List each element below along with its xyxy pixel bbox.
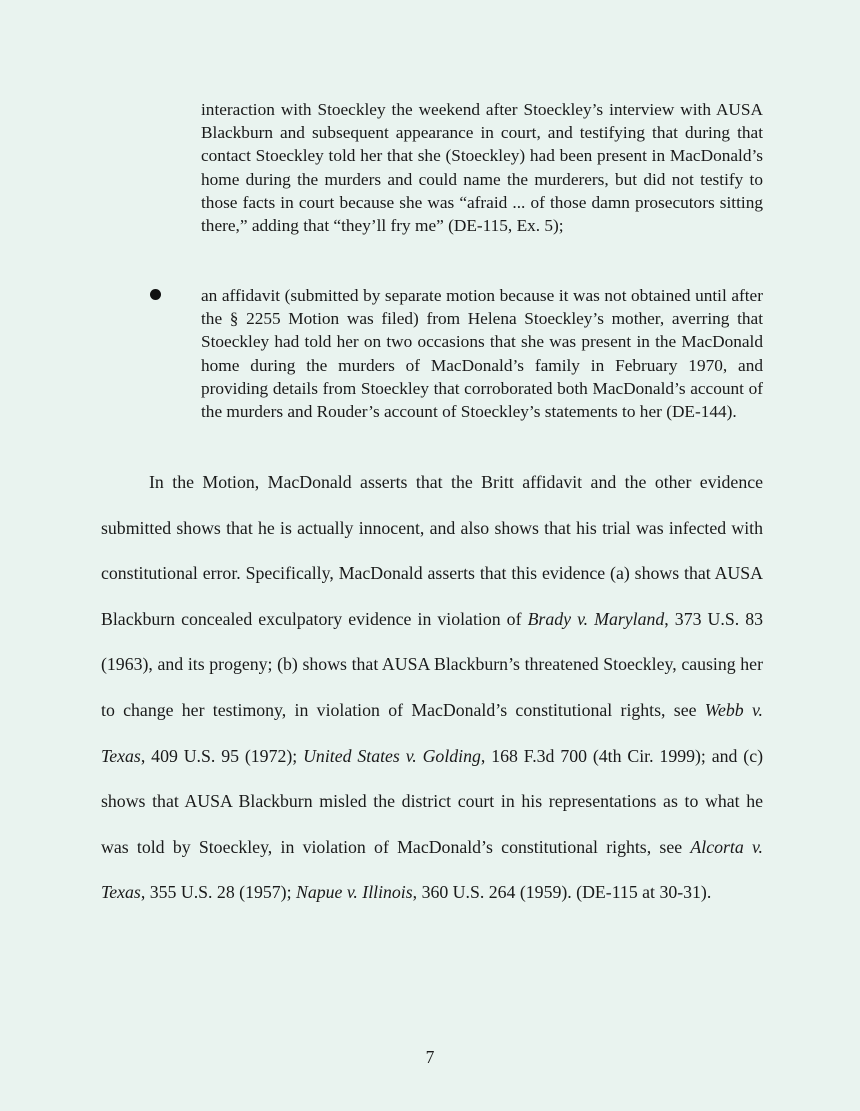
page-number: 7 (425, 1047, 435, 1067)
case-citation: Webb v. Texas (101, 699, 763, 766)
bullet-icon (150, 289, 161, 300)
paragraph-text: , 409 U.S. 95 (1972); (140, 745, 304, 766)
paragraph-text: , 373 U.S. 83 (1963), and its progeny; (b) shows that AUSA Blackburn’s threatened Stoeckley, causing her to change her testimony, in violation of MacDonald’s constitutional rights, see (101, 608, 764, 720)
continued-list-item: interaction with Stoeckley the weekend after Stoeckley’s interview with AUSA Blackburn and subsequent appearance in court, and testifying that during that contact Stoeckley told her that she (Stoeckley) had been present in MacDonald’s home during the murders and could name the murderers, but did not testify to those facts in court because she was “afraid ... of those damn prosecutors sitting there,” adding that “they’ll fry me” (DE-115, Ex. 5); (201, 100, 763, 236)
paragraph-text: , 168 F.3d 700 (4th Cir. 1999); and (c) shows that AUSA Blackburn misled the district court in his representations as to what he was told by Stoeckley, in violation of MacDonald’s constitutional rights, see (101, 745, 764, 857)
case-citation: Alcorta v. Texas (101, 836, 763, 903)
case-citation: United States v. Golding (303, 745, 481, 766)
case-citation: Napue v. Illinois (295, 882, 413, 903)
paragraph-text: , 355 U.S. 28 (1957); (140, 882, 296, 903)
body-paragraph (101, 460, 763, 916)
bullet-list-item: an affidavit (submitted by separate motion because it was not obtained until after the § 2255 Motion was filed) from Helena Stoeckley’s mother, averring that Stoeckley had told her on two occasions that she was present in the MacDonald home during the murders of MacDonald’s family in February 1970, and providing details from Stoeckley that corroborated both MacDonald’s account of the murders and Rouder’s account of Stoeckley’s statements to her (DE-144). (201, 286, 763, 422)
paragraph-text: In the Motion, MacDonald asserts that the Britt affidavit and the other evidence submitted shows that he is actually innocent, and also shows that his trial was infected with constitutional error. Specifically, MacDonald asserts that this evidence (a) shows that AUSA Blackburn concealed exculpatory evidence in violation of (101, 472, 763, 629)
paragraph-text: , 360 U.S. 264 (1959). (DE-115 at 30-31). (412, 882, 712, 903)
case-citation: Brady v. Maryland (527, 608, 665, 629)
